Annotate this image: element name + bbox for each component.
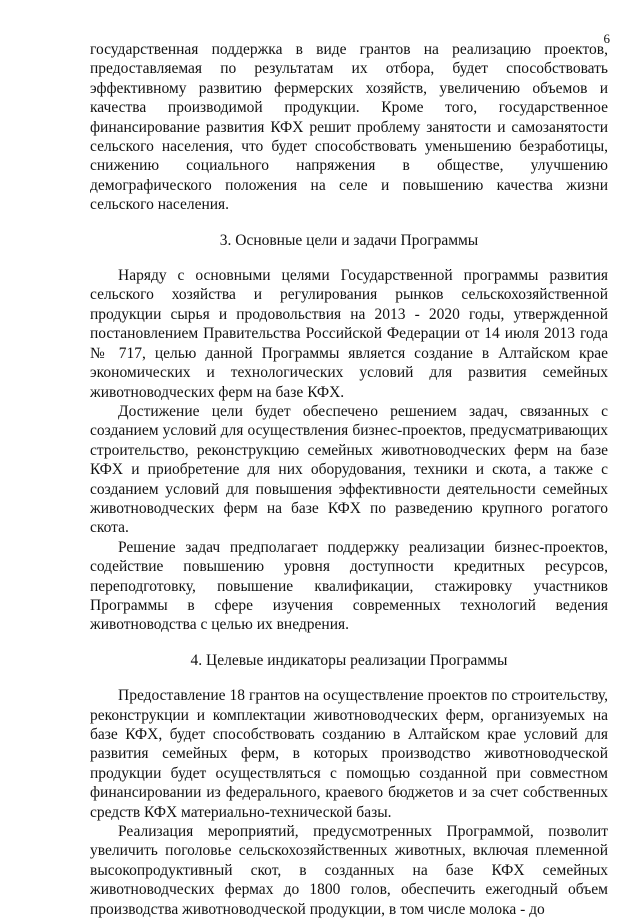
section-3-paragraph-2: Достижение цели будет обеспечено решением задач, связанных с созданием условий для осуществления бизнес-проектов, предусматривающих строительство, реконструкцию семейных животноводческих ферм на базе КФХ и приобретение для них оборудования, техники и скота, а также с созданием условий для повышения эффективности деятельности семейных животноводческих ферм на базе КФХ по разведению крупного рогатого скота. bbox=[90, 402, 608, 537]
section-4-paragraph-1: Предоставление 18 грантов на осуществление проектов по строительству, реконструкции и комплектации животноводческих ферм, организуемых на базе КФХ, будет способствовать созданию в Алтайском крае условий для развития семейных ферм, в которых производство животноводческой продукции будет осуществляться с помощью созданной при совместном финансировании из федерального, краевого бюджетов и за счет собственных средств КФХ материально-технической базы. bbox=[90, 687, 608, 821]
intro-paragraph: государственная поддержка в виде грантов на реализацию проектов, предоставляемая по результатам их отбора, будет способствовать эффективному развитию фермерских хозяйств, увеличению объемов и качества производимой продукции. Кроме того, государственное финансирование развития КФХ решит проблему занятости и самозанятости сельского населения, что будет способствовать уменьшению безработицы, снижению социального напряжения в обществе, улучшению демографического положения на селе и повышению качества жизни сельского населения. bbox=[90, 41, 608, 214]
section-4-paragraph-2: Реализация мероприятий, предусмотренных Программой, позволит увеличить поголовье сельскохозяйственных животных, включая племенной высокопродуктивный скот, в созданных на базе КФХ семейных животноводческих фермах до 1800 голов, обеспечить ежегодный объем производства животноводческой продукции, в том числе молока - до bbox=[90, 823, 608, 918]
section-3-paragraph-3: Решение задач предполагает поддержку реализации бизнес-проектов, содействие повышению уровня доступности кредитных ресурсов, переподготовку, повышение квалификации, стажировку участников Программы в сфере изучения современных технологий ведения животноводства с целью их внедрения. bbox=[90, 538, 608, 634]
document-body bbox=[90, 40, 608, 919]
section-3-paragraph-1: Наряду с основными целями Государственной программы развития сельского хозяйства и регулирования рынков сельскохозяйственной продукции сырья и продовольствия на 2013 - 2020 годы, утвержденной постановлением Правительства Российской Федерации от 14 июля 2013 года № 717, целью данной Программы является создание в Алтайском крае экономических и технологических условий для развития семейных животноводческих ферм на базе КФХ. bbox=[90, 267, 608, 401]
section-4-heading: 4. Целевые индикаторы реализации Программы bbox=[190, 651, 508, 669]
section-3-heading: 3. Основные цели и задачи Программы bbox=[219, 231, 479, 249]
page-number: 6 bbox=[603, 31, 610, 46]
